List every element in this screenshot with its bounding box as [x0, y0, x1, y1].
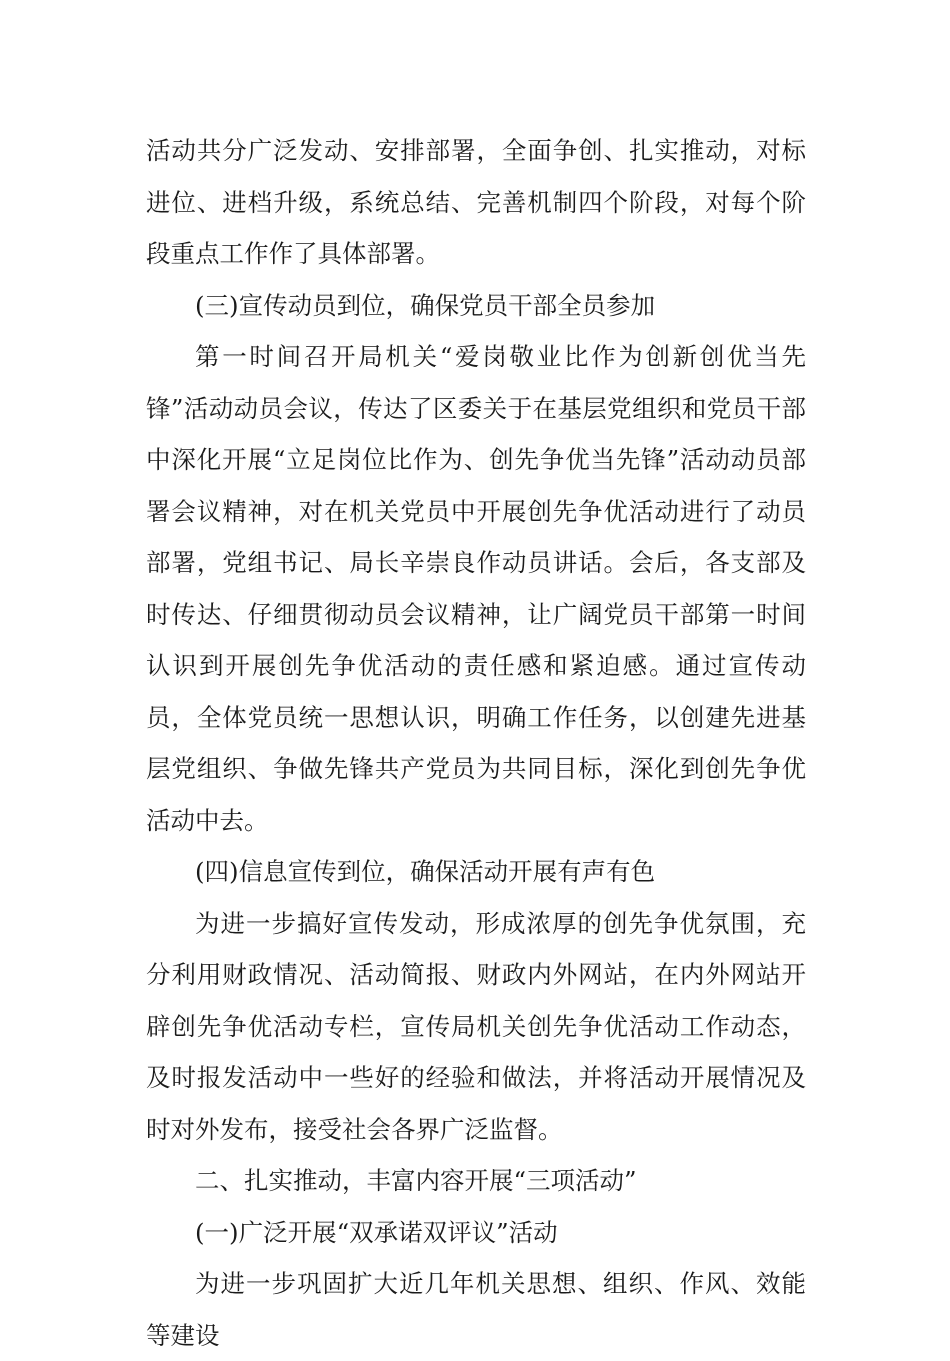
paragraph-continued: 活动共分广泛发动、安排部署，全面争创、扎实推动，对标进位、进档升级，系统总结、完善机制四个阶段，对每个阶段重点工作作了具体部署。 [146, 136, 806, 268]
section-heading-part-2: 二、扎实推动，丰富内容开展“三项活动” [195, 1166, 637, 1195]
section-heading-4: (四)信息宣传到位，确保活动开展有声有色 [195, 857, 656, 886]
section-heading-1: (一)广泛开展“双承诺双评议”活动 [195, 1217, 558, 1247]
section-heading-3: (三)宣传动员到位，确保党员干部全员参加 [195, 290, 656, 320]
paragraph-publicity: 为进一步搞好宣传发动，形成浓厚的创先争优氛围，充分利用财政情况、活动简报、财政内外网站，在内外网站开辟创先争优活动专栏，宣传局机关创先争优活动工作动态，及时报发活动中一些好的经验和做法，并将活动开展情况及时对外发布，接受社会各界广泛监督。 [146, 908, 806, 1144]
document-body [146, 125, 806, 1361]
paragraph-mobilization: 第一时间召开局机关“爱岗敬业比作为创新创优当先锋”活动动员会议，传达了区委关于在基层党组织和党员干部中深化开展“立足岗位比作为、创先争优当先锋”活动动员部署会议精神，对在机关党员中开展创先争优活动进行了动员部署，党组书记、局长辛崇良作动员讲话。会后，各支部及时传达、仔细贯彻动员会议精神，让广阔党员干部第一时间认识到开展创先争优活动的责任感和紧迫感。通过宣传动员，全体党员统一思想认识，明确工作任务，以创建先进基层党组织、争做先锋共产党员为共同目标，深化到创先争优活动中去。 [146, 342, 806, 835]
paragraph-consolidation: 为进一步巩固扩大近几年机关思想、组织、作风、效能等建设 [146, 1269, 806, 1350]
